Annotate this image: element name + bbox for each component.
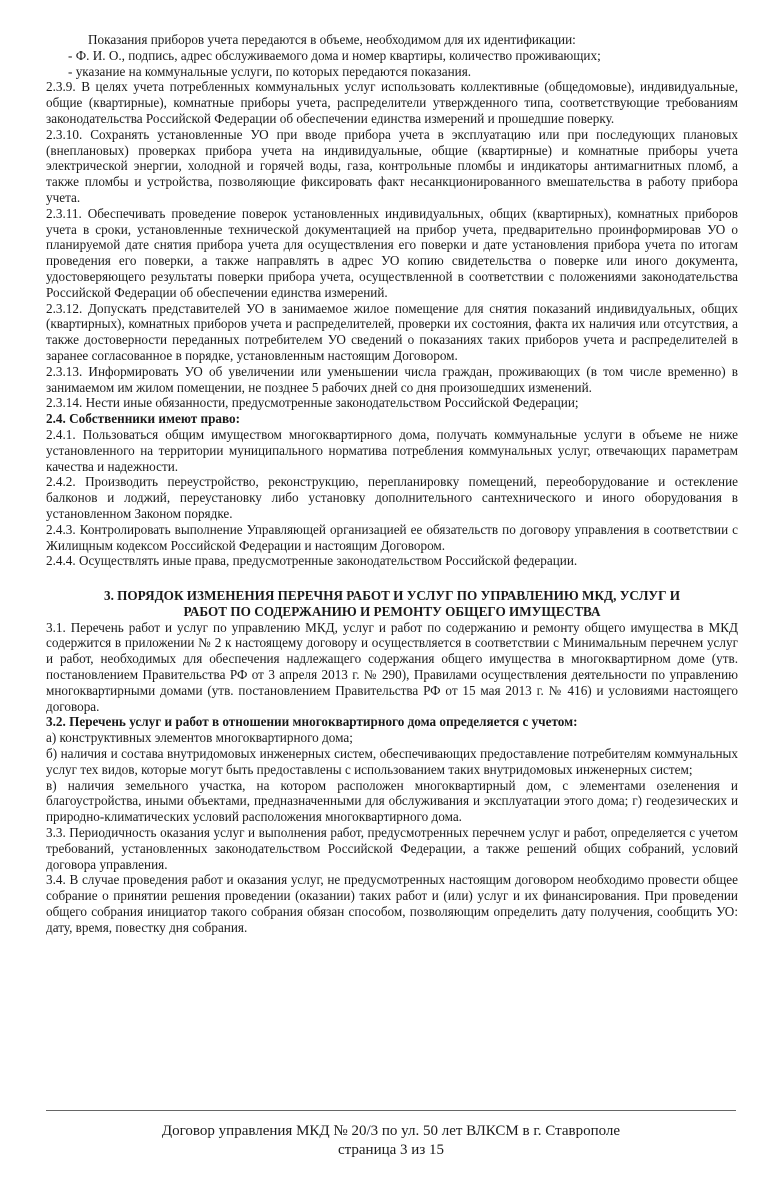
clause-2-4-4: 2.4.4. Осуществлять иные права, предусмотренные законодательством Российской федерации.: [46, 553, 578, 569]
clause-2-3-13: 2.3.13. Информировать УО об увеличении или уменьшении числа граждан, проживающих (в том числе временно) в занимаемом им жилом помещении, не позднее 5 рабочих дней со дня произошедших изменений.: [46, 363, 738, 395]
footer-page-number: страница 3 из 15: [338, 1142, 444, 1158]
rights-heading: 2.4. Собственники имеют право:: [46, 411, 241, 427]
clause-2-4-3: 2.4.3. Контролировать выполнение Управляющей организацией ее обязательств по договору управления в соответствии с Жилищным кодексом Российской Федерации и настоящим Договором.: [46, 521, 738, 553]
clause-2-4-1: 2.4.1. Пользоваться общим имуществом многоквартирного дома, получать коммунальные услуги в объеме не ниже установленного на территории муниципального норматива потребления коммунальных услуг, отвечающих параметрам качества и надежности.: [46, 426, 738, 474]
section-3-title-line-1: 3. ПОРЯДОК ИЗМЕНЕНИЯ ПЕРЕЧНЯ РАБОТ И УСЛУГ ПО УПРАВЛЕНИЮ МКД, УСЛУГ И: [103, 588, 681, 604]
clause-2-3-14: 2.3.14. Нести иные обязанности, предусмотренные законодательством Российской Федерации;: [46, 395, 579, 411]
section-3-title: [46, 588, 738, 620]
clause-2-3-12: 2.3.12. Допускать представителей УО в занимаемое жилое помещение для снятия показаний индивидуальных, общих (квартирных), комнатных приборов учета и распределителей, проверки их состояния, факта их наличия или отсутствия, а также достоверности переданных потребителем УО сведений о показаниях таких приборов учета и распределителей в заранее согласованное в порядке, установленным настоящим Договором.: [46, 300, 738, 363]
page-footer: [46, 1122, 736, 1160]
clause-2-4-2: 2.4.2. Производить переустройство, реконструкцию, перепланировку помещений, переоборудование и остекление балконов и лоджий, переустановку либо установку дополнительного сантехнического и иного оборудования в установленном Законом порядке.: [46, 474, 738, 521]
clause-3-2-v-g: в) наличия земельного участка, на котором расположен многоквартирный дом, с элементами озеленения и благоустройства, иными объектами, предназначенными для обслуживания и эксплуатации этого дома; г) геодезических и природно-климатических условий расположения многоквартирного дома.: [46, 777, 738, 825]
clause-3-2: 3.2. Перечень услуг и работ в отношении многоквартирного дома определяется с учетом:: [46, 714, 578, 730]
clause-2-3-9: 2.3.9. В целях учета потребленных коммунальных услуг использовать коллективные (общедомовые), индивидуальные, общие (квартирные), комнатные приборы учета, распределители утвержденного типа, соответствующие требованиям законодательства Российской Федерации об обеспечении единства измерений и прошедшие поверку.: [46, 79, 738, 126]
footer-divider: [46, 1110, 736, 1111]
clause-3-2-a: а) конструктивных элементов многоквартирного дома;: [46, 730, 353, 746]
readings-item-1: - Ф. И. О., подпись, адрес обслуживаемого дома и номер квартиры, количество проживающих;: [68, 47, 601, 63]
clause-3-2-b: б) наличия и состава внутридомовых инженерных систем, обеспечивающих предоставление потребителям коммунальных услуг тех видов, которые могут быть предоставлены с использованием таких внутридомовых инженерных систем;: [46, 746, 738, 777]
readings-item-2: - указание на коммунальные услуги, по которых передаются показания.: [68, 63, 472, 79]
section-3-title-line-2: РАБОТ ПО СОДЕРЖАНИЮ И РЕМОНТУ ОБЩЕГО ИМУЩЕСТВА: [183, 603, 601, 619]
clause-2-3-11: 2.3.11. Обеспечивать проведение поверок установленных индивидуальных, общих (квартирных), комнатных приборов учета в сроки, установленные технической документацией на прибор учета, предварительно проинформировав УО о планируемой дате снятия прибора учета для осуществления его поверки и дате установления прибора учета по итогам проведения его поверки, а также направлять в адрес УО копию свидетельства о поверке или иного документа, удостоверяющего результаты поверки прибора учета, осуществленной в соответствии с положениями законодательства Российской Федерации об обеспечении единства измерений.: [46, 205, 738, 300]
clause-3-1: 3.1. Перечень работ и услуг по управлению МКД, услуг и работ по содержанию и ремонту общего имущества в МКД содержится в приложении № 2 к настоящему договору и осуществляется в соответствии с Минимальным перечнем услуг и работ, необходимых для обеспечения надлежащего содержания общего имущества в многоквартирном доме (утв. постановлением Правительства РФ от 3 апреля 2013 г. № 290), Правилами осуществления деятельности по управлению многоквартирными домами (утв. постановлением Правительства РФ от 15 мая 2013 г. № 416) и условиями настоящего договора.: [46, 619, 738, 714]
document-page: [46, 32, 738, 936]
readings-intro: Показания приборов учета передаются в объеме, необходимом для их идентификации:: [88, 32, 576, 47]
clause-3-3: 3.3. Периодичность оказания услуг и выполнения работ, предусмотренных перечнем услуг и работ, определяется с учетом требований, установленных законодательством Российской Федерации, а также решений общих собраний, условий договора управления.: [46, 825, 738, 872]
clause-3-4: 3.4. В случае проведения работ и оказания услуг, не предусмотренных настоящим договором необходимо провести общее собрание о принятии решения проведении (оказании) таких работ и (или) услуг и их финансирования. При проведении общего собрания инициатор такого собрания обязан способом, позволяющим определить дату получения, сообщить УО: дату, время, повестку дня собрания.: [46, 872, 738, 935]
footer-contract-title: Договор управления МКД № 20/3 по ул. 50 лет ВЛКСМ в г. Ставрополе: [161, 1123, 621, 1139]
clause-2-3-10: 2.3.10. Сохранять установленные УО при вводе прибора учета в эксплуатацию или при последующих плановых (внеплановых) проверках прибора учета на индивидуальные, общие (квартирные) и комнатные приборы учета электрической энергии, холодной и горячей воды, газа, контрольные пломбы и индикаторы антимагнитных пломб, а также пломбы и устройства, позволяющие фиксировать факт несанкционированного вмешательства в работу прибора учета.: [46, 126, 738, 205]
